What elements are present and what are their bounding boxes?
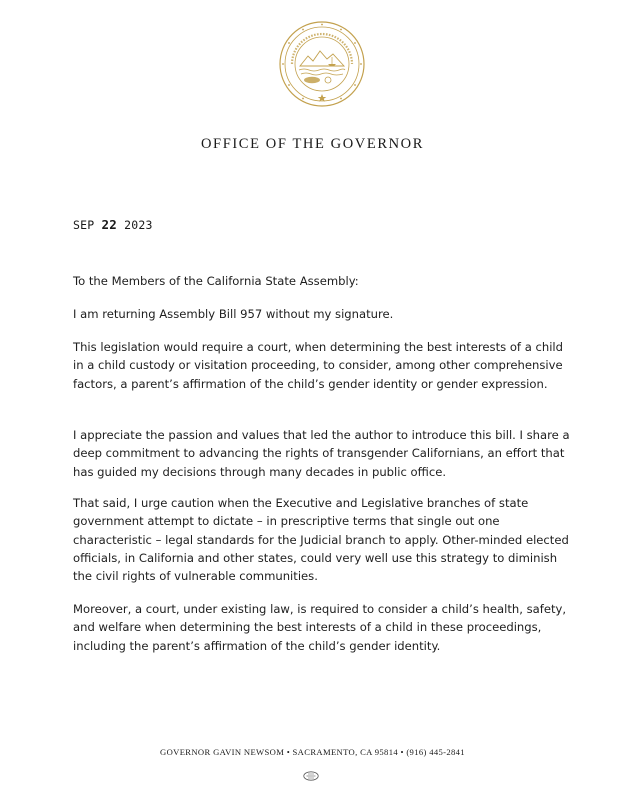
paragraph-caution: That said, I urge caution when the Executive and Legislative branches of state government attempt to dictate – in prescriptive terms that single out one characteristic – legal standards for the Judicial branch to apply. Other-minded elected officials, in California and other states, could very well use this strategy to diminish the civil rights of vulnerable communities.: [73, 496, 569, 584]
paragraph-existing-law: Moreover, a court, under existing law, is required to consider a child’s health, safety, and welfare when determining the best interests of a child in these proceedings, including the parent’s affirmation of the child’s gender identity.: [73, 602, 567, 653]
footer-address: GOVERNOR GAVIN NEWSOM • SACRAMENTO, CA 95814 • (916) 445-2841: [160, 747, 465, 757]
paragraph-returning-bill: I am returning Assembly Bill 957 without my signature.: [73, 307, 394, 321]
office-title: OFFICE OF THE GOVERNOR: [200, 136, 425, 152]
paragraph-legislation-summary: This legislation would require a court, when determining the best interests of a child in a child custody or visitation proceeding, to consider, among other comprehensive factors, a parent’s affirmation of the child’s gender identity or gender expression.: [73, 340, 564, 391]
date-day: 22: [101, 217, 117, 232]
salutation: To the Members of the California State Assembly:: [73, 274, 359, 288]
letter-date: [73, 217, 153, 232]
date-year: 2023: [124, 218, 153, 232]
date-month: SEP: [73, 218, 95, 232]
paragraph-appreciation: I appreciate the passion and values that led the author to introduce this bill. I share a deep commitment to advancing the rights of transgender Californians, an effort that has guided my decisions through many decades in public office.: [73, 428, 570, 479]
state-seal-icon: [278, 20, 366, 108]
union-label-icon: [303, 771, 319, 781]
